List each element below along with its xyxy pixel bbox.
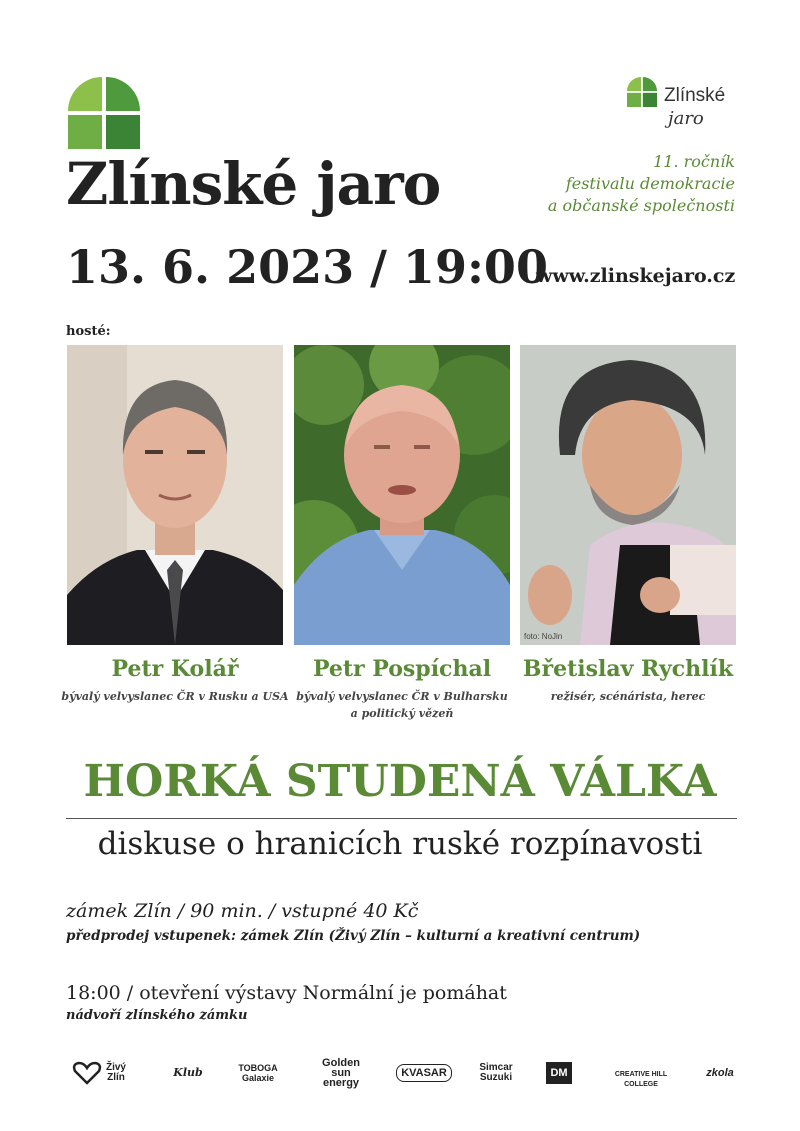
guest-role-2-line-1: bývalý velvyslanec ČR v Bulharsku: [296, 690, 508, 703]
divider: [66, 818, 737, 819]
guest-photo-pospichal: [294, 345, 510, 645]
brand-name: Zlínské: [664, 85, 726, 106]
exhibition-place: nádvoří zlínského zámku: [66, 1008, 248, 1023]
brand-sub: jaro: [668, 108, 704, 129]
brand-logo-icon: [627, 77, 657, 107]
sponsor-dm-logo: [544, 1058, 574, 1088]
sponsor-klub-logo: [168, 1058, 208, 1088]
guest-role-3: [498, 688, 758, 705]
festival-logo-icon: [68, 77, 140, 149]
edition-line-3: a občanské společnosti: [547, 196, 735, 215]
subtitle: diskuse o hranicích ruské rozpínavosti: [97, 826, 703, 862]
sponsor-8-label: zkola: [706, 1067, 734, 1079]
guest-role-2: [272, 688, 532, 722]
event-title: Zlínské jaro: [66, 150, 441, 218]
exhibition-info: 18:00 / otevření výstavy Normální je pomáhat: [66, 982, 507, 1004]
sponsor-toboga-logo: [232, 1058, 284, 1088]
guest-role-1-line-1: bývalý velvyslanec ČR v Rusku a USA: [61, 690, 289, 703]
sponsor-simcar-logo: [474, 1058, 518, 1088]
sponsor-5-label: Simcar Suzuki: [479, 1062, 513, 1083]
sponsor-zkola-logo: [700, 1058, 740, 1088]
presale-info: předprodej vstupenek: zámek Zlín (Živý Zlín – kulturní a kreativní centrum): [66, 928, 641, 944]
sponsor-creative-hill-logo: [598, 1058, 684, 1088]
sponsor-3-label: Golden sun energy: [322, 1057, 360, 1089]
edition-line-2: festivalu demokracie: [565, 174, 735, 193]
edition-line-1: 11. ročník: [653, 152, 735, 171]
sponsor-4-label: KVASAR: [396, 1064, 452, 1082]
guest-role-1: [45, 688, 305, 705]
guest-name-2: Petr Pospíchal: [312, 656, 492, 682]
guest-photo-rychlik: [520, 345, 736, 645]
guest-name-1: Petr Kolář: [111, 656, 239, 682]
website-link[interactable]: www.zlinskejaro.cz: [536, 265, 736, 287]
photo-credit: foto: NoJin: [524, 632, 563, 641]
heart-icon: [72, 1061, 102, 1085]
edition-info: [548, 151, 735, 217]
sponsor-0-label: Živý Zlín: [105, 1062, 126, 1083]
headline: HORKÁ STUDENÁ VÁLKA: [83, 756, 717, 807]
sponsor-7-label: CREATIVE HILL COLLEGE: [614, 1071, 668, 1088]
sponsor-golden-sun-logo: [312, 1058, 370, 1088]
sponsor-zivy-zlin-logo: [68, 1058, 134, 1088]
guest-role-3-line-1: režisér, scénárista, herec: [550, 690, 706, 703]
guest-name-3: Břetislav Rychlík: [522, 656, 734, 682]
guest-photo-kolar: [67, 345, 283, 645]
guest-role-2-line-2: a politický vězeň: [350, 707, 454, 720]
sponsor-1-label: Klub: [173, 1066, 203, 1079]
sponsor-kvasar-logo: [398, 1058, 450, 1088]
guests-label: hosté:: [66, 324, 111, 339]
sponsor-6-label: DM: [546, 1062, 571, 1084]
sponsor-2-label: TOBOGA Galaxie: [238, 1063, 278, 1083]
venue-info: zámek Zlín / 90 min. / vstupné 40 Kč: [66, 900, 419, 922]
event-datetime: 13. 6. 2023 / 19:00: [66, 240, 548, 294]
